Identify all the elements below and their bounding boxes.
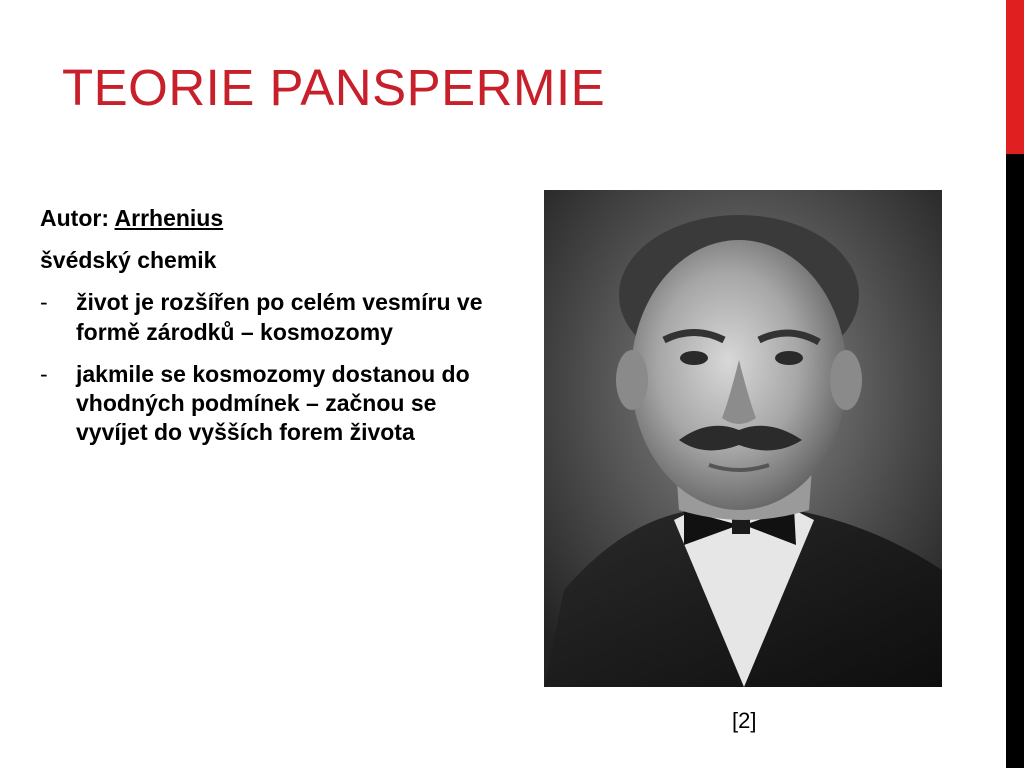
author-line — [40, 204, 510, 233]
portrait-photo — [544, 190, 942, 687]
author-link[interactable]: Arrhenius — [114, 205, 224, 231]
bullet-text: jakmile se kosmozomy dostanou do vhodných podmínek – začnou se vyvíjet do vyšších forem života — [76, 360, 470, 446]
bullet-marker: - — [40, 360, 48, 387]
bullet-item — [40, 360, 510, 448]
accent-bar-red — [1006, 0, 1024, 154]
accent-bar-black — [1006, 154, 1024, 768]
portrait-image — [544, 190, 942, 687]
author-description: švédský chemik — [40, 247, 217, 274]
image-citation: [2] — [732, 708, 757, 733]
slide-title: TEORIE PANSPERMIE — [62, 59, 606, 116]
bullet-text: život je rozšířen po celém vesmíru ve formě zárodků – kosmozomy — [76, 289, 483, 345]
author-label: Autor: — [40, 205, 115, 231]
bullet-item — [40, 288, 510, 346]
bullet-marker: - — [40, 289, 48, 316]
slide-content — [40, 204, 510, 460]
